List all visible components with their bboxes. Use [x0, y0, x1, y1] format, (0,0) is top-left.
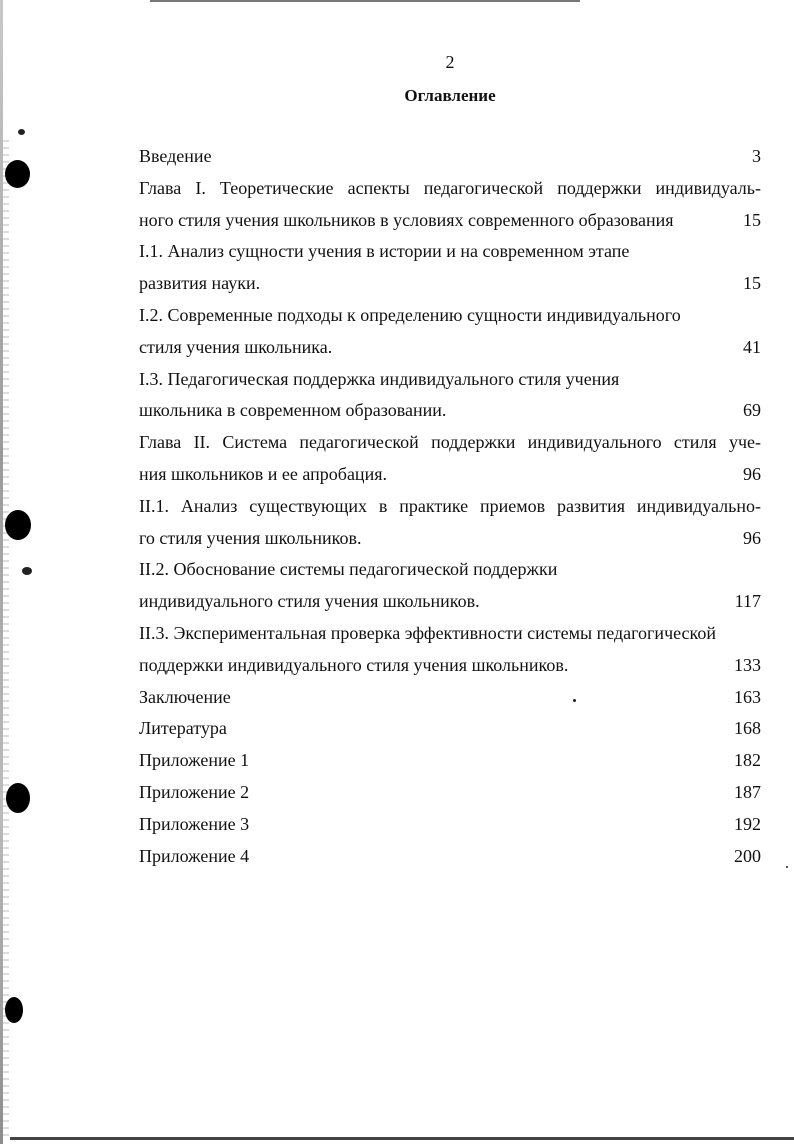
- scan-top-line: [150, 0, 580, 2]
- toc-entry-text: поддержки индивидуального стиля учения школьников.: [139, 654, 569, 675]
- toc-entry-page: 69: [743, 400, 761, 421]
- toc-entry[interactable]: [139, 713, 761, 745]
- toc-entry-text: Заключение: [139, 686, 231, 707]
- toc-entry[interactable]: [139, 618, 761, 682]
- toc-entry-text: Введение: [139, 146, 212, 166]
- toc-entry-text: Приложение 1: [139, 750, 250, 771]
- toc-entry-text: Глава I. Теоретические аспекты педагогической поддержки индивидуаль-: [139, 177, 761, 198]
- toc-entry[interactable]: [139, 554, 761, 618]
- toc-entry-text: II.1. Анализ существующих в практике приемов развития индивидуально-: [139, 495, 761, 516]
- toc-entry-text: ного стиля учения школьников в условиях современного образования: [139, 209, 674, 230]
- toc-entry[interactable]: [139, 300, 761, 364]
- toc-entry-text: Приложение 4: [139, 845, 250, 866]
- toc-entry-page: 187: [734, 781, 761, 802]
- toc-entry-page: 96: [743, 527, 761, 548]
- toc-entry[interactable]: [139, 173, 761, 237]
- toc-entry[interactable]: [139, 236, 761, 300]
- toc-entry-text: Приложение 3: [139, 813, 250, 834]
- binder-hole: [6, 783, 30, 813]
- toc-entry[interactable]: [139, 841, 761, 873]
- toc-entry-page: 133: [734, 654, 761, 675]
- scan-speck: [786, 866, 788, 868]
- toc-entry-page: 163: [734, 686, 761, 707]
- toc-entry-page: 182: [734, 750, 761, 771]
- toc-entry[interactable]: [139, 141, 761, 173]
- toc-entry-text: II.2. Обоснование системы педагогической поддержки: [139, 559, 558, 580]
- toc-entry[interactable]: [139, 745, 761, 777]
- scan-speck: [22, 567, 32, 575]
- toc-entry-page: 117: [734, 591, 761, 612]
- toc-entry-text: развития науки.: [139, 273, 261, 294]
- toc-entry-page: 168: [734, 718, 761, 739]
- toc-entry-text: ния школьников и ее апробация.: [139, 463, 387, 484]
- toc-entry[interactable]: [139, 491, 761, 555]
- scan-left-noise: [3, 140, 9, 1140]
- scan-speck: [18, 129, 25, 135]
- toc-entry[interactable]: [139, 682, 761, 714]
- binder-hole: [5, 997, 23, 1023]
- toc-entry-text: Литература: [139, 718, 227, 739]
- toc-entry-page: 200: [734, 845, 761, 866]
- toc-entry-text: Глава II. Система педагогической поддержки индивидуального стиля уче-: [139, 432, 761, 453]
- table-of-contents: [139, 141, 761, 872]
- toc-entry-text: стиля учения школьника.: [139, 336, 333, 357]
- toc-entry-text: II.3. Экспериментальная проверка эффективности системы педагогической: [139, 622, 717, 643]
- toc-entry-text: I.2. Современные подходы к определению сущности индивидуального: [139, 304, 681, 325]
- toc-entry-text: I.1. Анализ сущности учения в истории и на современном этапе: [139, 241, 630, 262]
- toc-entry-text: го стиля учения школьников.: [139, 527, 362, 548]
- toc-entry-page: 3: [752, 146, 761, 166]
- page-number: 2: [445, 52, 455, 72]
- toc-entry[interactable]: [139, 364, 761, 428]
- toc-entry-text: Приложение 2: [139, 781, 250, 802]
- toc-entry[interactable]: [139, 777, 761, 809]
- toc-entry[interactable]: [139, 809, 761, 841]
- toc-entry-page: 96: [743, 463, 761, 484]
- toc-entry[interactable]: [139, 427, 761, 491]
- binder-hole: [5, 160, 30, 188]
- scan-bottom-line: [10, 1137, 794, 1140]
- binder-hole: [5, 510, 31, 540]
- toc-title: Оглавление: [404, 86, 496, 105]
- toc-entry-page: 15: [743, 273, 761, 294]
- toc-entry-page: 192: [734, 813, 761, 834]
- toc-entry-page: 41: [743, 336, 761, 357]
- toc-entry-text: школьника в современном образовании.: [139, 400, 447, 421]
- toc-entry-text: I.3. Педагогическая поддержка индивидуального стиля учения: [139, 368, 620, 389]
- toc-entry-page: 15: [743, 209, 761, 230]
- toc-entry-text: индивидуального стиля учения школьников.: [139, 591, 480, 612]
